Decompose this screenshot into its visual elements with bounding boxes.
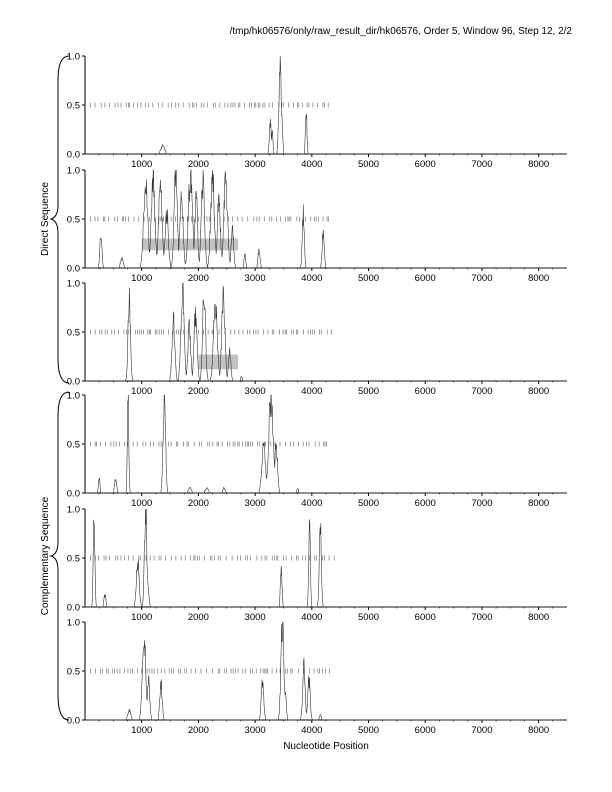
- x-tick-label: 3000: [244, 612, 266, 623]
- x-tick-label: 5000: [357, 273, 380, 284]
- panel-complementary-frame-2: [67, 505, 567, 624]
- y-tick-label: 0.0: [66, 602, 80, 614]
- x-tick-label: 2000: [187, 498, 209, 509]
- x-tick-label: 2000: [187, 725, 209, 736]
- y-tick-label: 0.0: [66, 263, 80, 275]
- x-tick-label: 4000: [301, 612, 323, 623]
- x-tick-label: 8000: [528, 498, 550, 509]
- x-tick-label: 4000: [301, 273, 323, 284]
- x-tick-label: 3000: [244, 159, 266, 170]
- panel-complementary-frame-1: [67, 391, 567, 510]
- x-tick-label: 8000: [528, 273, 550, 284]
- panel-direct-frame-3: [67, 279, 567, 398]
- x-tick-label: 8000: [528, 725, 550, 736]
- x-tick-label: 6000: [414, 159, 436, 170]
- y-tick-label: 1.0: [66, 278, 80, 290]
- x-tick-label: 5000: [357, 159, 380, 170]
- x-tick-label: 4000: [301, 386, 323, 397]
- x-tick-label: 3000: [244, 386, 266, 397]
- panel-complementary-frame-3: [67, 618, 567, 737]
- signal-line: [85, 509, 567, 607]
- x-tick-label: 3000: [244, 498, 266, 509]
- y-tick-label: 0.5: [66, 327, 80, 339]
- x-tick-label: 6000: [414, 612, 436, 623]
- x-tick-label: 6000: [414, 273, 436, 284]
- x-tick-label: 1000: [131, 386, 153, 397]
- x-tick-label: 1000: [131, 159, 153, 170]
- y-tick-label: 0.0: [66, 376, 80, 388]
- x-tick-label: 2000: [187, 612, 209, 623]
- y-tick-label: 0.5: [66, 553, 80, 565]
- y-tick-label: 0.0: [66, 149, 80, 161]
- x-tick-label: 6000: [414, 498, 436, 509]
- x-tick-label: 8000: [528, 386, 550, 397]
- signal-line: [85, 283, 567, 381]
- x-axis-label: Nucleotide Position: [283, 741, 369, 752]
- x-tick-label: 7000: [471, 386, 493, 397]
- y-tick-label: 0.5: [66, 100, 80, 112]
- x-tick-label: 5000: [357, 612, 380, 623]
- x-tick-label: 4000: [301, 498, 323, 509]
- figure-header: /tmp/hk06576/only/raw_result_dir/hk06576, Order 5, Window 96, Step 12, 2/2: [229, 26, 572, 37]
- signal-line: [85, 56, 567, 154]
- x-tick-label: 4000: [301, 725, 323, 736]
- x-tick-label: 7000: [471, 725, 493, 736]
- x-tick-label: 1000: [131, 498, 153, 509]
- complementary-group-label: Complementary Sequence: [40, 496, 51, 616]
- y-tick-label: 0.0: [66, 715, 80, 727]
- y-tick-label: 0.0: [66, 488, 80, 500]
- signal-line: [85, 170, 567, 268]
- y-tick-label: 0.5: [66, 439, 80, 451]
- x-tick-label: 3000: [244, 725, 266, 736]
- y-tick-label: 1.0: [66, 504, 80, 516]
- x-tick-label: 1000: [131, 612, 153, 623]
- x-tick-label: 5000: [357, 386, 380, 397]
- panels-group: [67, 52, 567, 737]
- x-tick-label: 2000: [187, 273, 209, 284]
- y-tick-label: 1.0: [66, 51, 80, 63]
- panel-direct-frame-1: [67, 52, 567, 171]
- x-tick-label: 6000: [414, 386, 436, 397]
- x-tick-label: 7000: [471, 498, 493, 509]
- x-tick-label: 2000: [187, 159, 209, 170]
- direct-group-label: Direct Sequence: [40, 182, 51, 256]
- y-tick-label: 1.0: [66, 165, 80, 177]
- x-tick-label: 7000: [471, 159, 493, 170]
- x-tick-label: 5000: [357, 725, 380, 736]
- x-tick-label: 1000: [131, 273, 153, 284]
- y-tick-label: 0.5: [66, 666, 80, 678]
- x-tick-label: 3000: [244, 273, 266, 284]
- y-tick-label: 1.0: [66, 390, 80, 402]
- x-tick-label: 8000: [528, 612, 550, 623]
- x-tick-label: 1000: [131, 725, 153, 736]
- x-tick-label: 8000: [528, 159, 550, 170]
- x-tick-label: 7000: [471, 612, 493, 623]
- x-tick-label: 7000: [471, 273, 493, 284]
- x-tick-label: 2000: [187, 386, 209, 397]
- x-tick-label: 4000: [301, 159, 323, 170]
- panel-direct-frame-2: [67, 166, 567, 285]
- signal-line: [85, 622, 567, 720]
- x-tick-label: 6000: [414, 725, 436, 736]
- x-tick-label: 5000: [357, 498, 380, 509]
- y-tick-label: 0.5: [66, 214, 80, 226]
- signal-line: [85, 395, 567, 493]
- y-tick-label: 1.0: [66, 617, 80, 629]
